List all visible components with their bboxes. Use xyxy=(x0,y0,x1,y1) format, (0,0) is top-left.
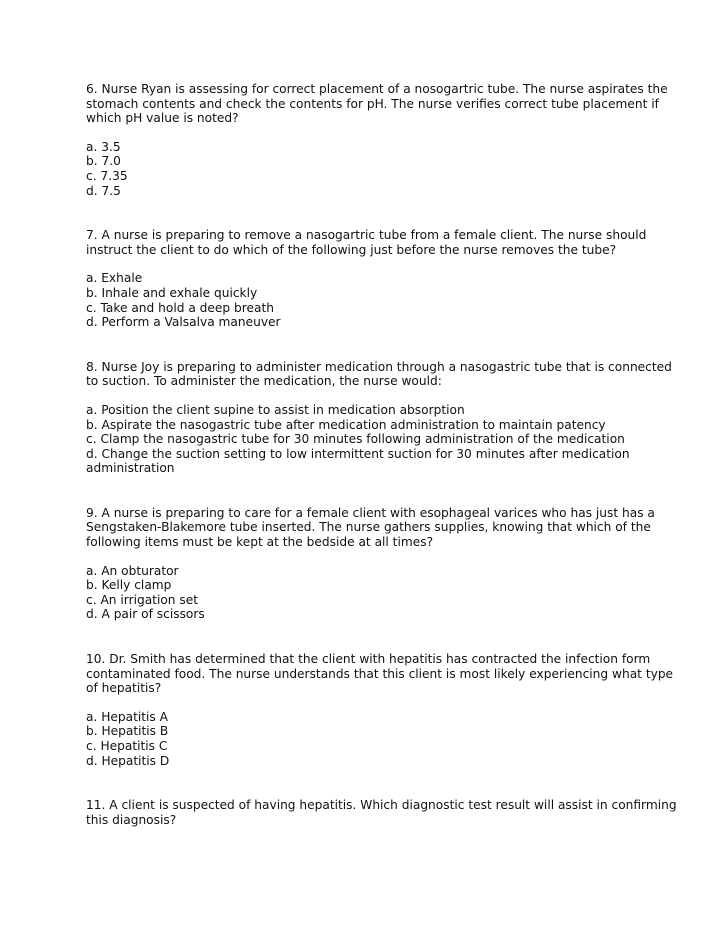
document-page xyxy=(86,82,686,827)
option-b: b. 7.0 xyxy=(86,154,121,169)
question-8 xyxy=(86,360,686,476)
option-a: a. Position the client supine to assist in medication absorption xyxy=(86,402,465,417)
question-9 xyxy=(86,506,686,622)
option-c: c. An irrigation set xyxy=(86,592,199,607)
option-a: a. 3.5 xyxy=(86,139,121,154)
question-text: 7. A nurse is preparing to remove a nasogartric tube from a female client. The nurse should instruct the client to do which of the following just before the nurse removes the tube? xyxy=(86,228,647,257)
question-text: 6. Nurse Ryan is assessing for correct placement of a nosogartric tube. The nurse aspirates the stomach contents and check the contents for pH. The nurse verifies correct tube placement if which pH value is noted? xyxy=(86,82,668,126)
spacer xyxy=(86,476,686,506)
question-7 xyxy=(86,228,686,330)
answer-options xyxy=(86,564,686,622)
option-d: d. Hepatitis D xyxy=(86,753,170,768)
question-text: 9. A nurse is preparing to care for a female client with esophageal varices who has just has a Sengstaken-Blakemore tube inserted. The nurse gathers supplies, knowing that which of the following items must be kept at the bedside at all times? xyxy=(86,505,655,550)
option-d: d. Change the suction setting to low intermittent suction for 30 minutes after medication administration xyxy=(86,446,630,476)
option-d: d. 7.5 xyxy=(86,183,121,198)
option-b: b. Kelly clamp xyxy=(86,578,172,593)
question-text: 10. Dr. Smith has determined that the client with hepatitis has contracted the infection form contaminated food. The nurse understands that this client is most likely experiencing what type of hepatitis? xyxy=(86,652,674,696)
question-6 xyxy=(86,82,686,198)
question-11 xyxy=(86,798,686,827)
question-10 xyxy=(86,652,686,768)
option-a: a. Hepatitis A xyxy=(86,709,168,724)
option-b: b. Aspirate the nasogastric tube after medication administration to maintain patency xyxy=(86,417,606,432)
option-b: b. Inhale and exhale quickly xyxy=(86,285,258,300)
question-text: 11. A client is suspected of having hepatitis. Which diagnostic test result will assist in confirming this diagnosis? xyxy=(86,798,677,827)
spacer xyxy=(86,768,686,798)
option-c: c. Take and hold a deep breath xyxy=(86,300,274,315)
option-c: c. Clamp the nasogastric tube for 30 minutes following administration of the medication xyxy=(86,432,625,447)
spacer xyxy=(86,330,686,360)
answer-options xyxy=(86,140,686,198)
question-text: 8. Nurse Joy is preparing to administer medication through a nasogastric tube that is connected to suction. To administer the medication, the nurse would: xyxy=(86,359,672,389)
spacer xyxy=(86,198,686,228)
option-c: c. Hepatitis C xyxy=(86,739,168,753)
option-d: d. Perform a Valsalva maneuver xyxy=(86,315,281,330)
spacer xyxy=(86,622,686,652)
option-a: a. Exhale xyxy=(86,271,143,286)
option-d: d. A pair of scissors xyxy=(86,607,205,622)
option-a: a. An obturator xyxy=(86,563,179,578)
answer-options xyxy=(86,403,686,476)
option-b: b. Hepatitis B xyxy=(86,724,169,739)
answer-options xyxy=(86,271,686,329)
answer-options xyxy=(86,710,686,768)
option-c: c. 7.35 xyxy=(86,168,128,183)
